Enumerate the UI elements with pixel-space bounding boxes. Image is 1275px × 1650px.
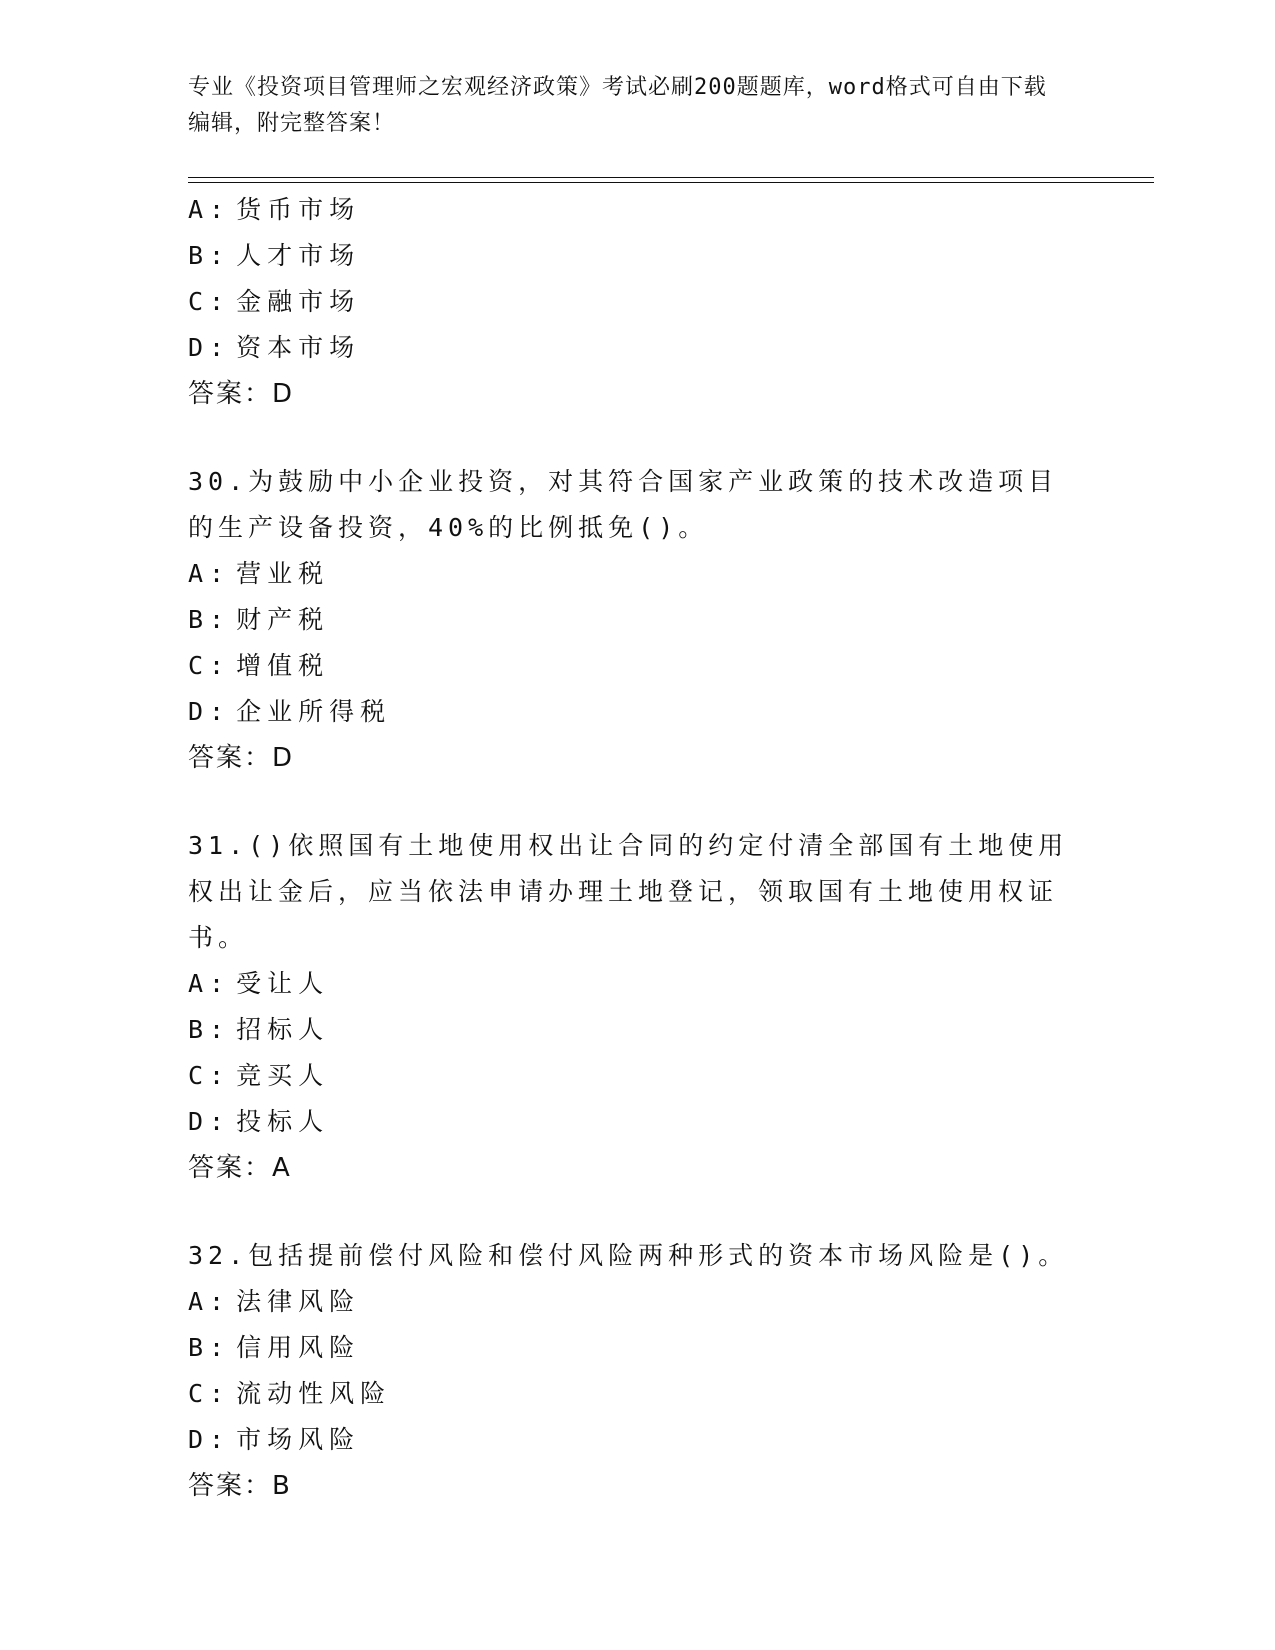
option-letter: C: [188,287,231,316]
question-text: 31.()依照国有土地使用权出让合同的约定付清全部国有土地使用权出让金后，应当依法申请办理土地登记，领取国有土地使用权证书。 [188,831,1069,952]
option-text: 信用风险 [236,1333,361,1362]
question-list [188,187,1088,1509]
option-text: 营业税 [236,559,330,588]
option-d [188,1417,1088,1463]
option-letter: D: [188,1107,231,1136]
question-text: 30.为鼓励中小企业投资，对其符合国家产业政策的技术改造项目的生产设备投资，40%的比例抵免()。 [188,467,1059,542]
option-a [188,1279,1088,1325]
option-c [188,643,1088,689]
option-text: 财产税 [236,605,330,634]
option-text: 招标人 [236,1015,330,1044]
option-text: 人才市场 [236,241,361,270]
option-letter: D: [188,1425,231,1454]
option-text: 市场风险 [236,1425,361,1454]
option-text: 企业所得税 [236,697,392,726]
option-b [188,1007,1088,1053]
question-32 [188,1233,1088,1509]
option-text: 法律风险 [236,1287,361,1316]
question-31 [188,823,1088,1191]
document-header: 专业《投资项目管理师之宏观经济政策》考试必刷200题题库，word格式可自由下载编辑，附完整答案！ [188,75,1047,136]
option-letter: C: [188,1061,231,1090]
option-b [188,233,1088,279]
option-d [188,325,1088,371]
answer-line: 答案：D [188,379,295,409]
option-a [188,551,1088,597]
option-text: 金融市场 [236,287,361,316]
option-a [188,187,1088,233]
header-divider-bottom [188,182,1154,183]
question-30 [188,459,1088,781]
question-29-options [188,187,1088,417]
option-text: 增值税 [236,651,330,680]
option-letter: B: [188,605,231,634]
option-b [188,1325,1088,1371]
question-text: 32.包括提前偿付风险和偿付风险两种形式的资本市场风险是()。 [188,1241,1069,1270]
option-c [188,1371,1088,1417]
option-letter: C: [188,651,231,680]
option-text: 货币市场 [236,195,361,224]
option-text: 竞买人 [236,1061,330,1090]
option-letter: B: [188,1333,231,1362]
option-letter: B: [188,1015,231,1044]
option-letter: C: [188,1379,231,1408]
option-c [188,279,1088,325]
option-d [188,689,1088,735]
option-letter: A: [188,1287,231,1316]
option-letter: A: [188,969,231,998]
option-b [188,597,1088,643]
option-letter: D: [188,697,231,726]
option-text: 资本市场 [236,333,361,362]
option-letter: D: [188,333,231,362]
option-c [188,1053,1088,1099]
answer-line: 答案：D [188,743,295,773]
option-a [188,961,1088,1007]
header-divider-top [188,177,1154,178]
option-d [188,1099,1088,1145]
option-text: 流动性风险 [236,1379,392,1408]
answer-line: 答案：B [188,1471,292,1501]
option-text: 投标人 [236,1107,330,1136]
option-text: 受让人 [236,969,330,998]
option-letter: A: [188,559,231,588]
option-letter: B: [188,241,231,270]
answer-line: 答案：A [188,1153,292,1183]
option-letter: A: [188,195,231,224]
